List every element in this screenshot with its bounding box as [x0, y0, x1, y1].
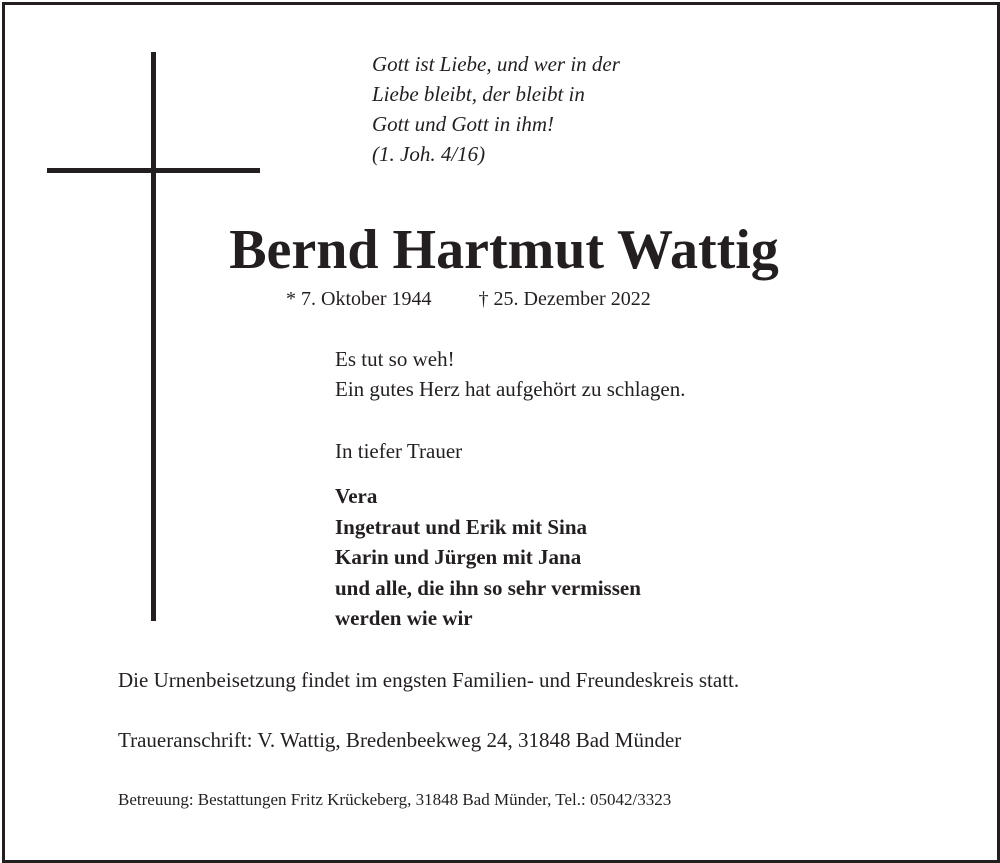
verse-line: Gott und Gott in ihm! [372, 112, 554, 136]
verse-line: Liebe bleibt, der bleibt in [372, 82, 585, 106]
bible-verse [372, 49, 620, 169]
mourner-entry: werden wie wir [335, 606, 473, 630]
verse-line: Gott ist Liebe, und wer in der [372, 52, 620, 76]
cross-icon [151, 52, 156, 621]
death-date: † 25. Dezember 2022 [478, 288, 651, 310]
life-dates [286, 285, 651, 313]
undertaker-info: Betreuung: Bestattungen Fritz Krückeberg, 31848 Bad Münder, Tel.: 05042/3323 [118, 790, 672, 809]
mourners-list [335, 481, 641, 634]
cross-icon-crossbar [47, 168, 260, 173]
message-line: Ein gutes Herz hat aufgehört zu schlagen. [335, 377, 686, 401]
mourner-entry: Vera [335, 484, 378, 508]
mourner-entry: und alle, die ihn so sehr vermissen [335, 575, 641, 600]
mourning-intro: In tiefer Trauer [335, 439, 463, 463]
mourner-entry: Ingetraut und Erik mit Sina [335, 514, 588, 539]
mourner-entry: Karin und Jürgen mit Jana [335, 545, 582, 569]
mourning-address: Traueranschrift: V. Wattig, Bredenbeekweg 24, 31848 Bad Münder [118, 728, 682, 752]
burial-notice: Die Urnenbeisetzung findet im engsten Familien- und Freundeskreis statt. [118, 668, 740, 692]
birth-date: * 7. Oktober 1944 [286, 288, 432, 310]
message-line: Es tut so weh! [335, 347, 455, 371]
mourning-message [335, 344, 685, 404]
verse-reference: (1. Joh. 4/16) [372, 142, 486, 166]
deceased-name: Bernd Hartmut Wattig [229, 219, 779, 281]
